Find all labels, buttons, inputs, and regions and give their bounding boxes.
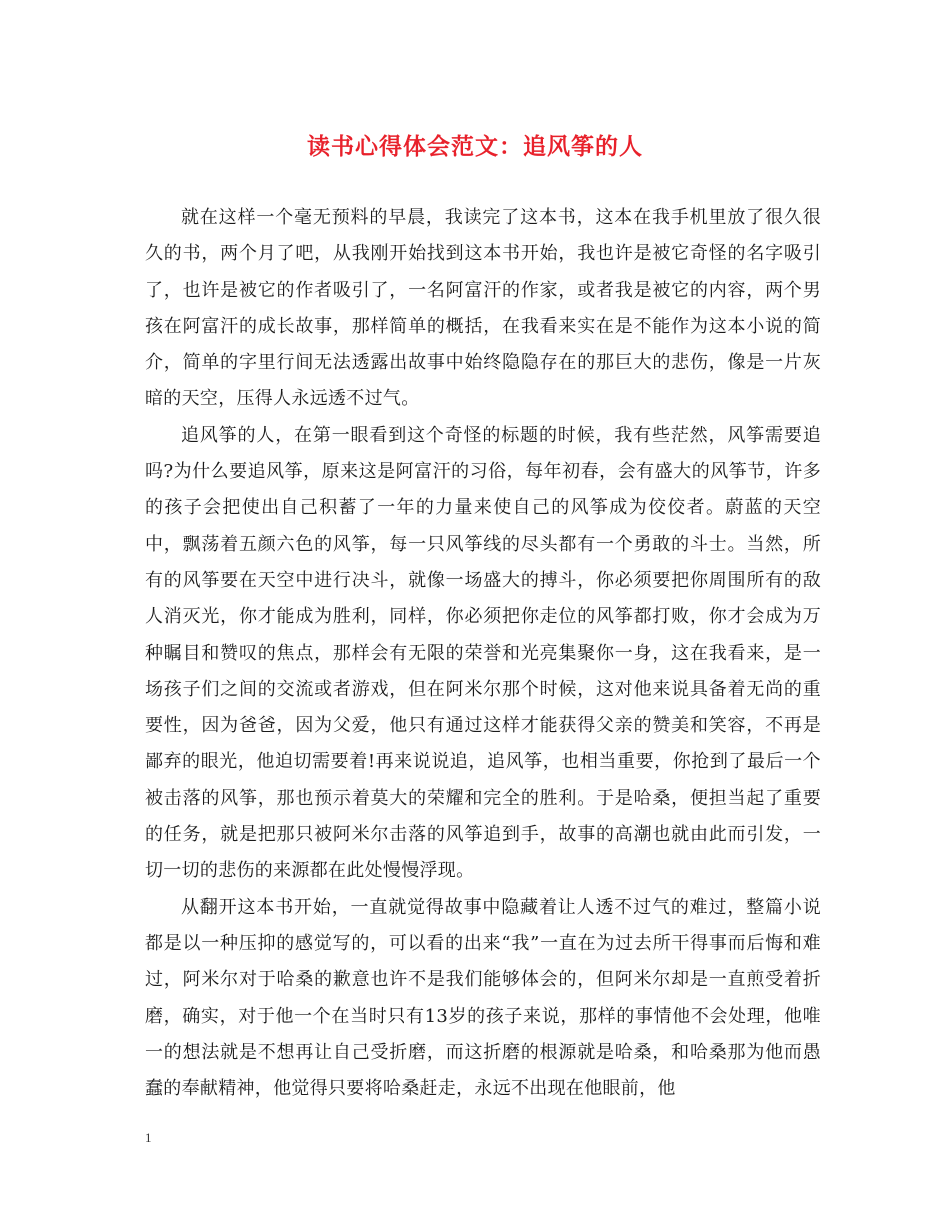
page-number: 1 <box>145 1130 152 1145</box>
paragraph-2: 追风筝的人，在第一眼看到这个奇怪的标题的时候，我有些茫然，风筝需要追吗?为什么要追风筝，原来这是阿富汗的习俗，每年初春，会有盛大的风筝节，许多的孩子会把使出自己积蓄了一年的力量来使自己的风筝成为佼佼者。蔚蓝的天空中，飘荡着五颜六色的风筝，每一只风筝线的尽头都有一个勇敢的斗士。当然，所有的风筝要在天空中进行决斗，就像一场盛大的搏斗，你必须要把你周围所有的敌人消灭光，你才能成为胜利，同样，你必须把你走位的风筝都打败，你才会成为万种瞩目和赞叹的焦点，那样会有无限的荣誉和光亮集聚你一身，这在我看来，是一场孩子们之间的交流或者游戏，但在阿米尔那个时候，这对他来说具备着无尚的重要性，因为爸爸，因为父爱，他只有通过这样才能获得父亲的赞美和笑容，不再是鄙弃的眼光，他迫切需要着!再来说说追，追风筝，也相当重要，你抢到了最后一个被击落的风筝，那也预示着莫大的荣耀和完全的胜利。于是哈桑，便担当起了重要的任务，就是把那只被阿米尔击落的风筝追到手，故事的高潮也就由此而引发，一切一切的悲伤的来源都在此处慢慢浮现。 <box>145 424 821 882</box>
document-body <box>145 200 821 1107</box>
document-title: 读书心得体会范文：追风筝的人 <box>307 133 643 160</box>
paragraph-3: 从翻开这本书开始，一直就觉得故事中隐藏着让人透不过气的难过，整篇小说都是以一种压抑的感觉写的，可以看的出来“我”一直在为过去所干得事而后悔和难过，阿米尔对于哈桑的歉意也许不是我们能够体会的，但阿米尔却是一直煎受着折磨，确实，对于他一个在当时只有13岁的孩子来说，那样的事情他不会处理，他唯一的想法就是不想再让自己受折磨，而这折磨的根源就是哈桑，和哈桑那为他而愚蠢的奉献精神，他觉得只要将哈桑赶走，永远不出现在他眼前，他 <box>145 896 821 1100</box>
paragraph-1: 就在这样一个毫无预料的早晨，我读完了这本书，这本在我手机里放了很久很久的书，两个月了吧，从我刚开始找到这本书开始，我也许是被它奇怪的名字吸引了，也许是被它的作者吸引了，一名阿富汗的作家，或者我是被它的内容，两个男孩在阿富汗的成长故事，那样简单的概括，在我看来实在是不能作为这本小说的简介，简单的字里行间无法透露出故事中始终隐隐存在的那巨大的悲伤，像是一片灰暗的天空，压得人永远透不过气。 <box>145 207 821 410</box>
